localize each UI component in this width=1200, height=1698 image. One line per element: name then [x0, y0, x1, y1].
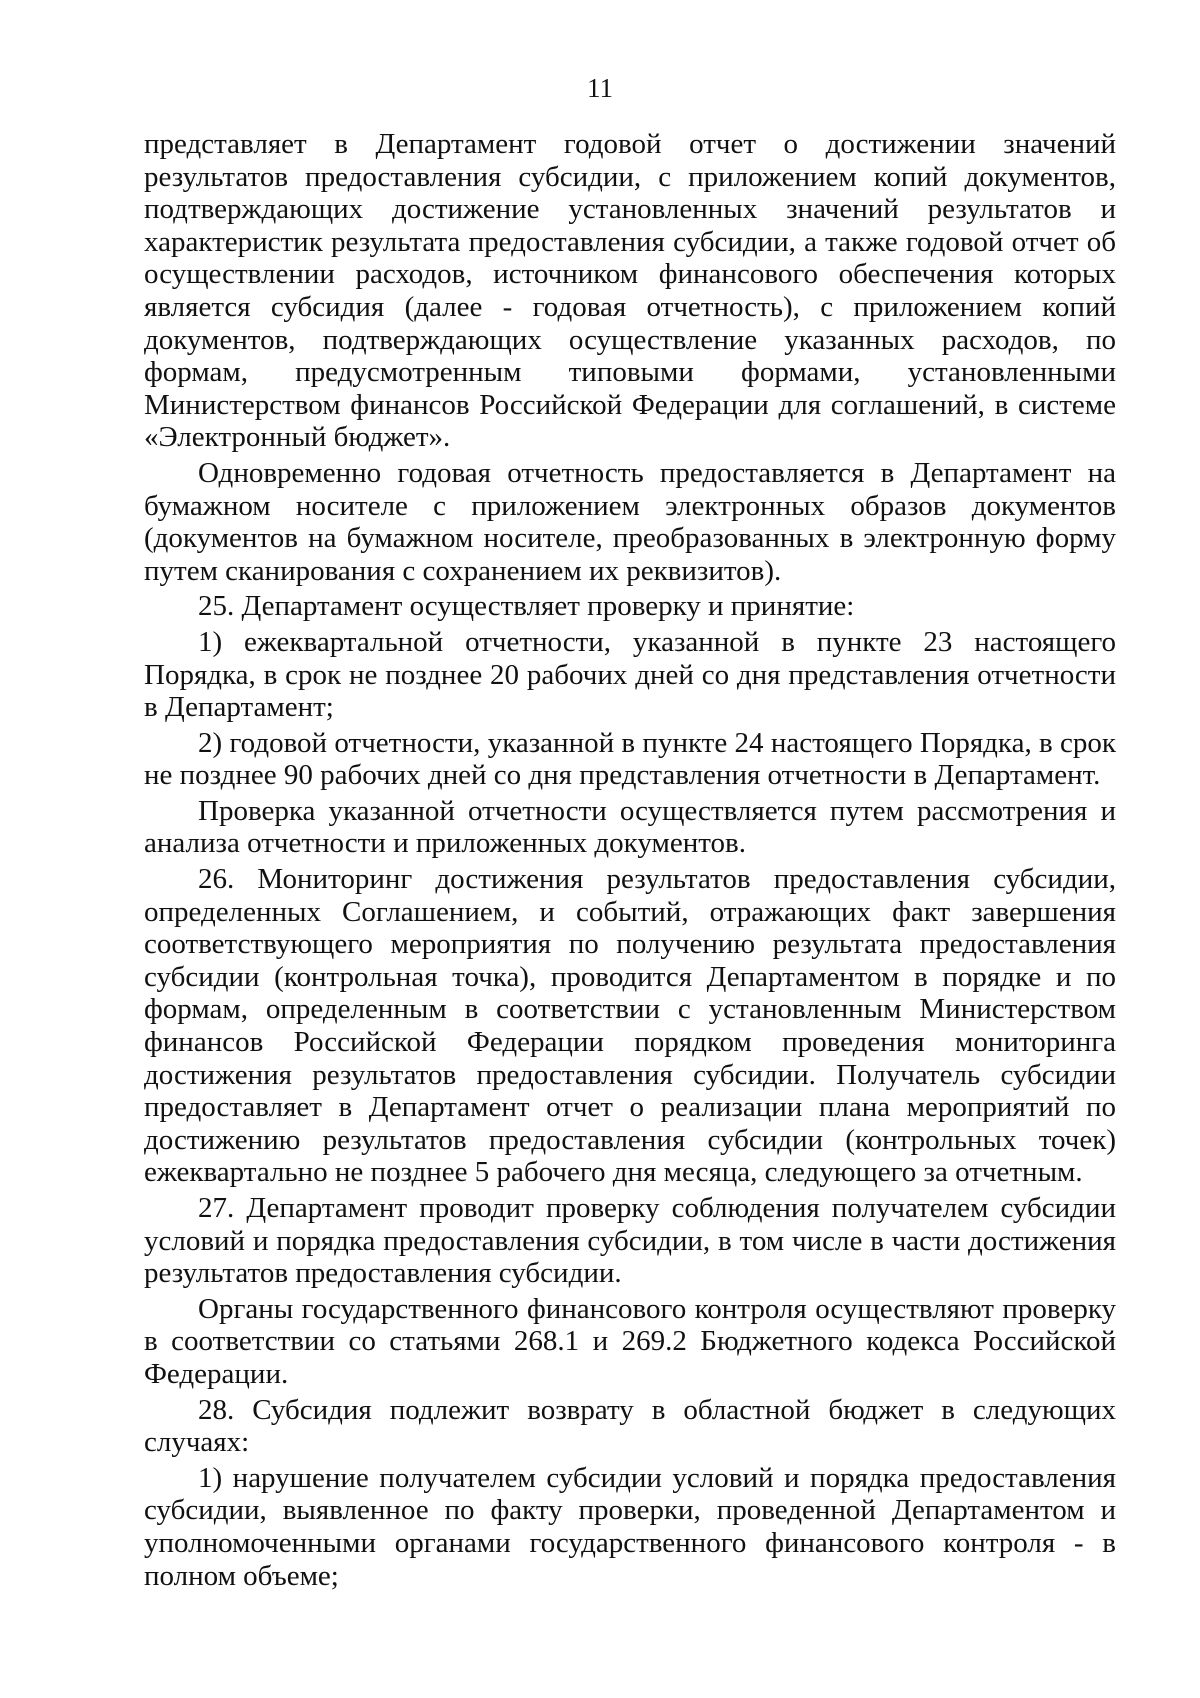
paragraph-financial-control: Органы государственного финансового контроля осуществляют проверку в соответствии со статьями 268.1 и 269.2 Бюджетного кодекса Российской Федерации. — [144, 1292, 1116, 1390]
page-number: 11 — [587, 73, 613, 103]
paragraph-item-28-1: 1) нарушение получателем субсидии условий и порядка предоставления субсидии, выявленное по факту проверки, проведенной Департаментом и уполномоченными органами государственного финансового контроля - в полном объеме; — [144, 1461, 1116, 1592]
paragraph-item-25: 25. Департамент осуществляет проверку и принятие: — [198, 590, 855, 623]
paragraph-item-25-2: 2) годовой отчетности, указанной в пункте 24 настоящего Порядка, в срок не позднее 90 рабочих дней со дня представления отчетности в Департамент. — [144, 726, 1116, 792]
paragraph-item-25-1: 1) ежеквартальной отчетности, указанной в пункте 23 настоящего Порядка, в срок не позднее 20 рабочих дней со дня представления отчетности в Департамент; — [144, 625, 1116, 724]
paragraph-paper-copy: Одновременно годовая отчетность предоставляется в Департамент на бумажном носителе с приложением электронных образов документов (документов на бумажном носителе, преобразованных в электронную форму путем сканирования с сохранением их реквизитов). — [144, 456, 1116, 587]
paragraph-item-27: 27. Департамент проводит проверку соблюдения получателем субсидии условий и порядка предоставления субсидии, в том числе в части достижения результатов предоставления субсидии. — [144, 1192, 1116, 1290]
paragraph-item-26: 26. Мониторинг достижения результатов предоставления субсидии, определенных Соглашением, и событий, отражающих факт завершения соответствующего мероприятия по получению результата предоставления субсидии (контрольная точка), проводится Департаментом в порядке и по формам, определенным в соответствии с установленным Министерством финансов Российской Федерации порядком проведения мониторинга достижения результатов предоставления субсидии. Получатель субсидии предоставляет в Департамент отчет о реализации плана мероприятий по достижению результатов предоставления субсидии (контрольных точек) ежеквартально не позднее 5 рабочего дня месяца, следующего за отчетным. — [144, 863, 1116, 1189]
paragraph-report-submission: представляет в Департамент годовой отчет о достижении значений результатов предоставления субсидии, с приложением копий документов, подтверждающих достижение установленных значений результатов и характеристик результата предоставления субсидии, а также годовой отчет об осуществлении расходов, источником финансового обеспечения которых является субсидия (далее - годовая отчетность), с приложением копий документов, подтверждающих осуществление указанных расходов, по формам, предусмотренным типовыми формами, установленными Министерством финансов Российской Федерации для соглашений, в системе «Электронный бюджет». — [144, 128, 1116, 454]
paragraph-verification: Проверка указанной отчетности осуществляется путем рассмотрения и анализа отчетности и приложенных документов. — [144, 794, 1116, 860]
paragraph-item-28: 28. Субсидия подлежит возврату в областной бюджет в следующих случаях: — [144, 1393, 1116, 1459]
document-body — [144, 128, 1116, 1592]
